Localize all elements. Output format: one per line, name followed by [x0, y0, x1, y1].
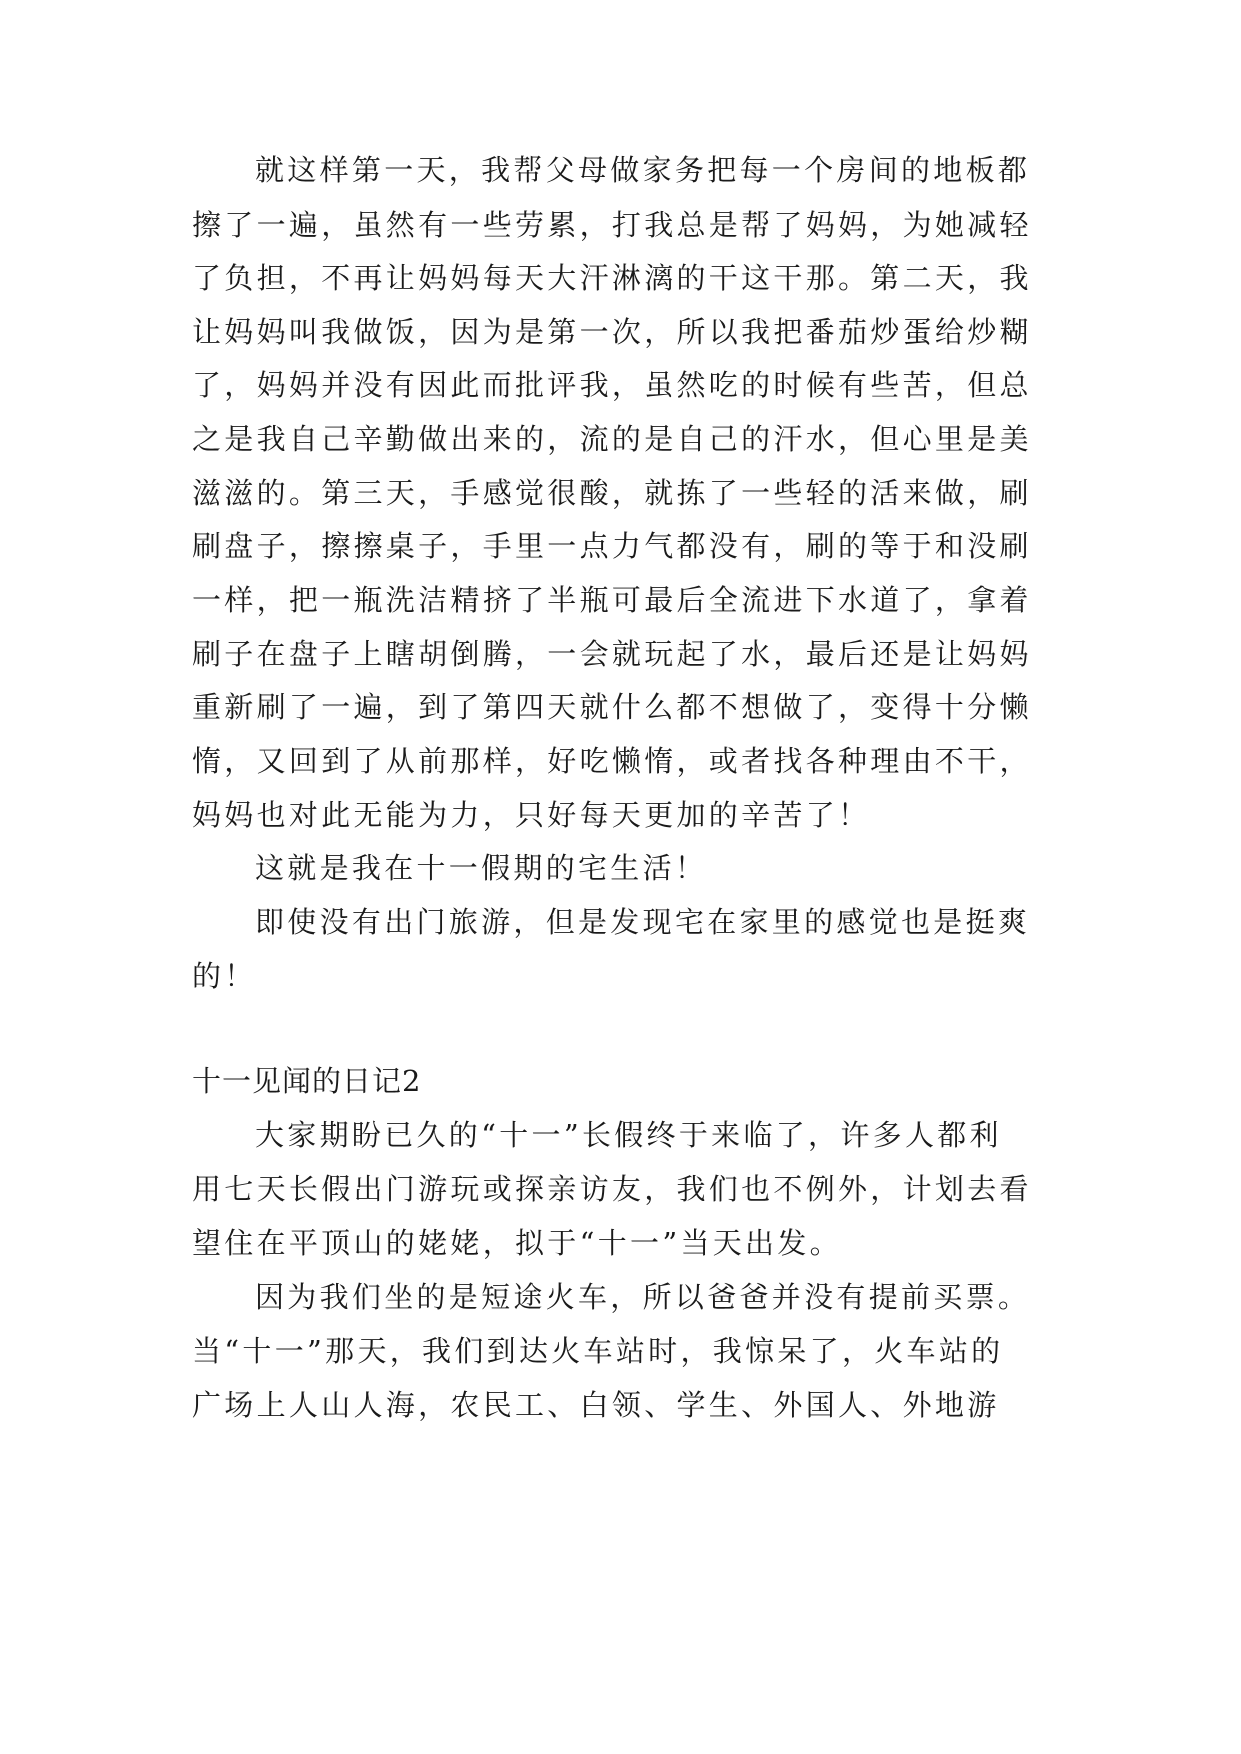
- paragraph-line: 即使没有出门旅游，但是发现宅在家里的感觉也是挺爽: [255, 905, 1031, 939]
- paragraph-line: 因为我们坐的是短途火车，所以爸爸并没有提前买票。: [255, 1280, 1031, 1314]
- paragraph-line: 的！: [192, 959, 257, 993]
- paragraph-line: 刷子在盘子上瞎胡倒腾，一会就玩起了水，最后还是让妈妈: [192, 637, 1032, 671]
- paragraph-line: 了，妈妈并没有因此而批评我，虽然吃的时候有些苦，但总: [192, 368, 1032, 402]
- paragraph-line: 之是我自己辛勤做出来的，流的是自己的汗水，但心里是美: [192, 422, 1032, 456]
- paragraph-line: 了负担，不再让妈妈每天大汗淋漓的干这干那。第二天，我: [192, 261, 1032, 295]
- paragraph-line: 当“十一”那天，我们到达火车站时，我惊呆了，火车站的: [192, 1334, 1004, 1368]
- paragraph-line: 一样，把一瓶洗洁精挤了半瓶可最后全流进下水道了，拿着: [192, 583, 1032, 617]
- paragraph-line: 让妈妈叫我做饭，因为是第一次，所以我把番茄炒蛋给炒糊: [192, 315, 1032, 349]
- paragraph-line: 惰，又回到了从前那样，好吃懒惰，或者找各种理由不干，: [192, 744, 1032, 778]
- paragraph-line: 这就是我在十一假期的宅生活！: [255, 851, 708, 885]
- paragraph-line: 广场上人山人海，农民工、白领、学生、外国人、外地游: [192, 1388, 1000, 1422]
- paragraph-line: 就这样第一天，我帮父母做家务把每一个房间的地板都: [255, 153, 1031, 187]
- paragraph-line: 滋滋的。第三天，手感觉很酸，就拣了一些轻的活来做，刷: [192, 476, 1032, 510]
- paragraph-line: 望住在平顶山的姥姥，拟于“十一”当天出发。: [192, 1226, 842, 1260]
- paragraph-line: 大家期盼已久的“十一”长假终于来临了，许多人都利: [255, 1118, 1002, 1152]
- paragraph-line: 重新刷了一遍，到了第四天就什么都不想做了，变得十分懒: [192, 690, 1032, 724]
- section-heading: 十一见闻的日记2: [192, 1064, 422, 1098]
- paragraph-line: 擦了一遍，虽然有一些劳累，打我总是帮了妈妈，为她减轻: [192, 208, 1032, 242]
- paragraph-line: 用七天长假出门游玩或探亲访友，我们也不例外，计划去看: [192, 1172, 1032, 1206]
- paragraph-line: 妈妈也对此无能为力，只好每天更加的辛苦了！: [192, 798, 871, 832]
- paragraph-line: 刷盘子，擦擦桌子，手里一点力气都没有，刷的等于和没刷: [192, 529, 1032, 563]
